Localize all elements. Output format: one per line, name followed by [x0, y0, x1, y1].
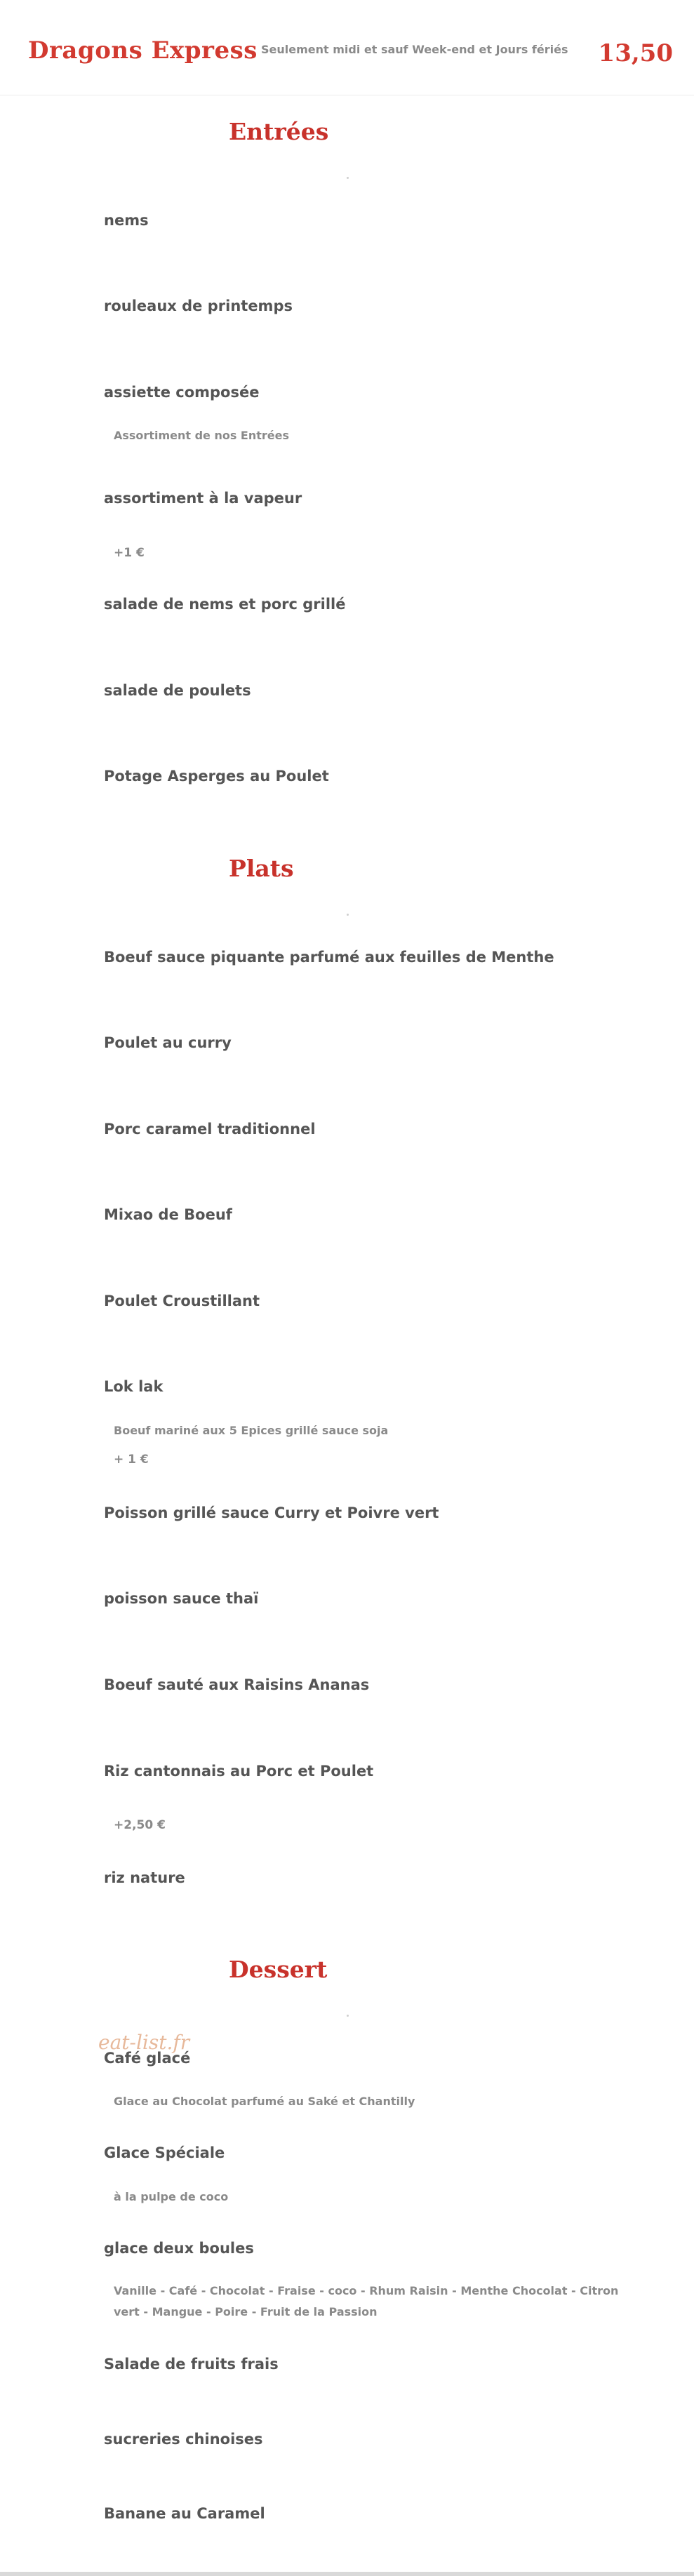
section-divider-dot	[347, 914, 349, 916]
page-bottom-border	[0, 2572, 694, 2576]
section-title-plats: Plats	[229, 855, 294, 882]
menu-item: Café glacé	[104, 2050, 191, 2067]
menu-item: glace deux boules	[104, 2240, 254, 2257]
menu-item-supplement: +2,50 €	[114, 1818, 166, 1832]
menu-item: poisson sauce thaï	[104, 1590, 259, 1607]
menu-item: Riz cantonnais au Porc et Poulet	[104, 1763, 374, 1780]
menu-item-description: à la pulpe de coco	[114, 2190, 229, 2203]
menu-item: Mixao de Boeuf	[104, 1206, 232, 1223]
menu-item-supplement: + 1 €	[114, 1453, 149, 1467]
menu-item-description: Glace au Chocolat parfumé au Saké et Chantilly	[114, 2095, 415, 2108]
section-title-dessert: Dessert	[229, 1956, 328, 1983]
menu-item: Poulet Croustillant	[104, 1293, 260, 1309]
menu-item: Porc caramel traditionnel	[104, 1121, 316, 1137]
menu-item: Potage Asperges au Poulet	[104, 768, 329, 785]
menu-item-supplement: +1 €	[114, 546, 145, 560]
menu-item: nems	[104, 212, 149, 229]
section-divider-dot	[347, 177, 349, 179]
menu-item: Boeuf sauté aux Raisins Ananas	[104, 1676, 370, 1693]
menu-item: Poisson grillé sauce Curry et Poivre vert	[104, 1504, 439, 1521]
menu-item: assortiment à la vapeur	[104, 490, 302, 507]
watermark-logo: eat-list.fr	[98, 2031, 190, 2054]
menu-item-description: Vanille - Café - Chocolat - Fraise - coco - Rhum Raisin - Menthe Chocolat - Citron vert - Mangue - Poire - Fruit de la Passion	[114, 2284, 619, 2318]
menu-price: 13,50	[598, 39, 673, 67]
section-divider-dot	[347, 2015, 349, 2017]
menu-item-description: Boeuf mariné aux 5 Epices grillé sauce soja	[114, 1424, 389, 1437]
menu-tagline: Seulement midi et sauf Week-end et Jours fériés	[261, 43, 568, 56]
menu-item: riz nature	[104, 1869, 185, 1886]
menu-item: Poulet au curry	[104, 1034, 232, 1051]
menu-item: salade de nems et porc grillé	[104, 596, 346, 613]
menu-item: assiette composée	[104, 384, 260, 401]
menu-item: sucreries chinoises	[104, 2431, 263, 2448]
menu-item: salade de poulets	[104, 682, 251, 699]
menu-item: Banane au Caramel	[104, 2505, 265, 2522]
menu-item: Lok lak	[104, 1378, 164, 1395]
header	[0, 0, 694, 95]
section-title-entrees: Entrées	[229, 118, 329, 145]
menu-item-description: Assortiment de nos Entrées	[114, 429, 290, 442]
restaurant-name: Dragons Express	[28, 36, 258, 65]
menu-item: Glace Spéciale	[104, 2144, 225, 2161]
menu-item: rouleaux de printemps	[104, 298, 293, 314]
menu-item: Boeuf sauce piquante parfumé aux feuilles de Menthe	[104, 949, 554, 966]
menu-item: Salade de fruits frais	[104, 2356, 279, 2373]
